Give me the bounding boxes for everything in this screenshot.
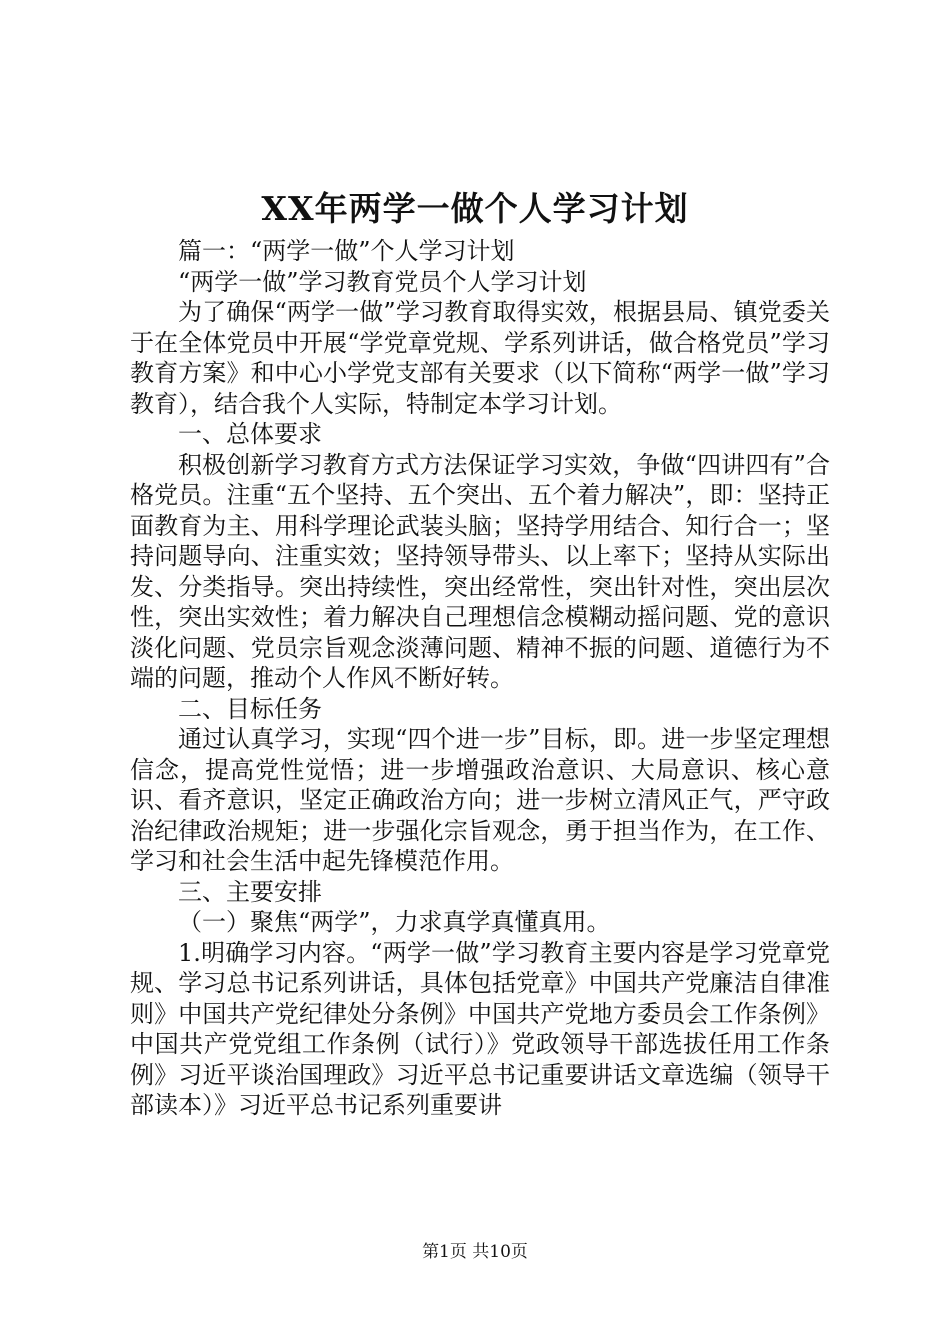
- heading-goals-tasks: 二、目标任务: [178, 694, 322, 723]
- subheading-focus-two-studies: （一）聚焦“两学”，力求真学真懂真用。: [178, 908, 611, 936]
- paragraph-intro: 为了确保“两学一做”学习教育取得实效，根据县局、镇党委关于在全体党员中开展“学党章党规、学系列讲话，做合格党员”学习教育方案》和中心小学党支部有关要求（以下简称“两学一做”学习教育），结合我个人实际，特制定本学习计划。: [130, 298, 830, 418]
- paragraph-study-content: 1.明确学习内容。“两学一做”学习教育主要内容是学习党章党规、学习总书记系列讲话，具体包括党章》中国共产党廉洁自律准则》中国共产党纪律处分条例》中国共产党地方委员会工作条例》中国共产党党组工作条例（试行）》党政领导干部选拔任用工作条例》习近平谈治国理政》习近平总书记重要讲话文章选编（领导干部读本）》习近平总书记系列重要讲: [130, 938, 830, 1119]
- document-title: XX年两学一做个人学习计划: [261, 189, 689, 228]
- paragraph-subtitle: “两学一做”学习教育党员个人学习计划: [178, 267, 587, 296]
- paragraph-section-heading: 篇一：“两学一做”个人学习计划: [178, 237, 515, 265]
- paragraph-general-requirements: 积极创新学习教育方式方法保证学习实效，争做“四讲四有”合格党员。注重“五个坚持、五个突出、五个着力解决”，即：坚持正面教育为主、用科学理论武装头脑；坚持学用结合、知行合一；坚持问题导向、注重实效；坚持领导带头、以上率下；坚持从实际出发、分类指导。突出持续性，突出经常性，突出针对性，突出层次性，突出实效性；着力解决自己理想信念模糊动摇问题、党的意识淡化问题、党员宗旨观念淡薄问题、精神不振的问题、道德行为不端的问题，推动个人作风不断好转。: [130, 450, 830, 692]
- heading-general-requirements: 一、总体要求: [178, 420, 322, 448]
- paragraph-goals-tasks: 通过认真学习，实现“四个进一步”目标，即。进一步坚定理想信念，提高党性觉悟；进一步增强政治意识、大局意识、核心意识、看齐意识，坚定正确政治方向；进一步树立清风正气，严守政治纪律政治规矩；进一步强化宗旨观念，勇于担当作为，在工作、学习和社会生活中起先锋模范作用。: [130, 725, 830, 875]
- page-number-footer: 第1页 共10页: [422, 1242, 528, 1262]
- heading-main-arrangements: 三、主要安排: [178, 877, 322, 906]
- document-body: [130, 236, 830, 1121]
